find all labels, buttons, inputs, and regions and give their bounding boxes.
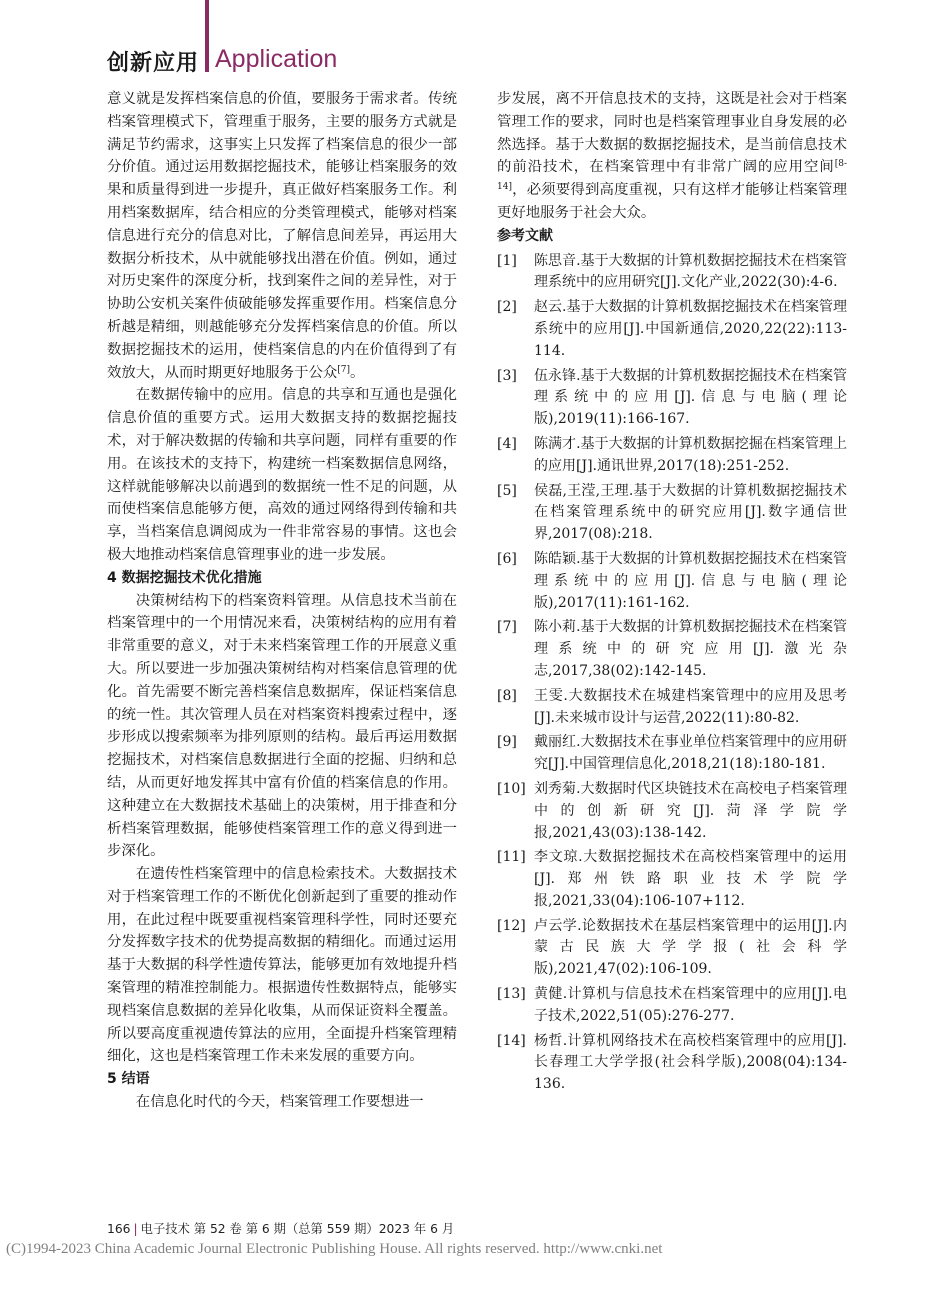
- reference-text: 陈满才.基于大数据的计算机数据挖掘在档案管理上的应用[J].通讯世界,2017(18):251-252.: [534, 435, 847, 474]
- reference-item: [497, 297, 847, 362]
- reference-number: [5]: [497, 482, 517, 499]
- reference-item: [497, 847, 847, 912]
- reference-number: [12]: [497, 917, 526, 934]
- reference-number: [8]: [497, 687, 517, 704]
- body-paragraph: 在遗传性档案管理中的信息检索技术。大数据技术对于档案管理工作的不断优化创新起到了重要的推动作用，在此过程中既要重视档案管理科学性，同时还要充分发挥数字技术的优势提高数据的精细化。而通过运用基于大数据的科学性遗传算法，能够更加有效地提升档案管理的精准控制能力。根据遗传性数据特点，能够实现档案信息数据的差异化收集，从而保证资料全覆盖。所以要高度重视遗传算法的应用，全面提升档案管理精细化，这也是档案管理工作未来发展的重要方向。: [107, 866, 457, 1065]
- reference-number: [2]: [497, 299, 517, 316]
- body-paragraph: 在数据传输中的应用。信息的共享和互通也是强化信息价值的重要方式。运用大数据支持的数据挖掘技术，对于解决数据的传输和共享问题，同样有重要的作用。在该技术的支持下，构建统一档案数据信息网络，这样就能够解决以前遇到的数据统一性不足的问题，从而使档案信息能够方便，高效的通过网络得到传输和共享，当档案信息调阅成为一件非常容易的事情。这也会极大地推动档案信息管理事业的进一步发展。: [107, 387, 457, 563]
- reference-item: [497, 779, 847, 844]
- section-heading-4: 4 数据挖掘技术优化措施: [107, 569, 262, 586]
- body-paragraph: 意义就是发挥档案信息的价值，要服务于需求者。传统档案管理模式下，管理重于服务，主要的服务方式就是满足节约需求，这事实上只发挥了档案信息的很少一部分价值。通过运用数据挖掘技术，能够让档案服务的效果和质量得到进一步提升，真正做好档案服务工作。利用档案数据库，结合相应的分类管理模式，能够对档案信息进行充分的信息对比，了解信息间差异，再运用大数据分析技术，从中就能够找出潜在价值。例如，通过对历史案件的深度分析，找到案件之间的差异性，对于协助公安机关案件侦破能够发挥重要作用。档案信息分析越是精细，则越能够充分发挥档案信息的价值。所以数据挖掘技术的运用，使档案信息的内在价值得到了有效放大，从而时期更好地服务于公众[7]。: [107, 91, 457, 381]
- reference-list: [497, 251, 847, 1096]
- reference-item: [497, 481, 847, 546]
- reference-item: [497, 1031, 847, 1096]
- reference-text: 杨哲.计算机网络技术在高校档案管理中的应用[J].长春理工大学学报(社会科学版),2008(04):134-136.: [534, 1032, 847, 1093]
- citation-superscript[interactable]: [8-14]: [497, 159, 847, 193]
- right-column: [497, 88, 847, 1096]
- reference-number: [3]: [497, 367, 517, 384]
- reference-text: 侯磊,王滢,王理.基于大数据的计算机数据挖掘技术在档案管理系统中的研究应用[J].数字通信世界,2017(08):218.: [534, 482, 847, 543]
- reference-number: [7]: [497, 619, 517, 636]
- reference-item: [497, 686, 847, 730]
- page-number: 166: [107, 1222, 131, 1236]
- body-paragraph: 在信息化时代的今天，档案管理工作要想进一: [135, 1094, 424, 1111]
- reference-text: 黄健.计算机与信息技术在档案管理中的应用[J].电子技术,2022,51(05):276-277.: [534, 986, 847, 1024]
- reference-text: 戴丽红.大数据技术在事业单位档案管理中的应用研究[J].中国管理信息化,2018,21(18):180-181.: [534, 734, 847, 773]
- left-column: [107, 88, 457, 1114]
- body-paragraph: 决策树结构下的档案资料管理。从信息技术当前在档案管理中的一个用情况来看，决策树结构的应用有着非常重要的意义，对于未来档案管理工作的开展意义重大。所以要进一步加强决策树结构对档案信息管理的优化。首先需要不断完善档案信息数据库，保证档案信息的统一性。其次管理人员在对档案资料搜索过程中，逐步形成以搜索频率为排列原则的结构。最后再运用数据挖掘技术，对档案信息数据进行全面的挖掘、归纳和总结，从而更好地发挥其中富有价值的档案信息的作用。这种建立在大数据技术基础上的决策树，用于排查和分析档案管理数据，能够使档案管理工作的意义得到进一步深化。: [107, 592, 457, 860]
- reference-item: [497, 984, 847, 1028]
- reference-item: [497, 549, 847, 614]
- reference-text: 刘秀菊.大数据时代区块链技术在高校电子档案管理中的创新研究[J].菏泽学院学报,2021,43(03):138-142.: [534, 780, 847, 841]
- copyright-notice: (C)1994-2023 China Academic Journal Electronic Publishing House. All rights reserved. http://www.cnki.net: [6, 1241, 663, 1257]
- reference-item: [497, 366, 847, 431]
- reference-item: [497, 251, 847, 295]
- citation-superscript[interactable]: [7]: [337, 364, 351, 375]
- reference-number: [11]: [497, 849, 526, 866]
- reference-number: [9]: [497, 734, 517, 751]
- reference-text: 伍永锋.基于大数据的计算机数据挖掘技术在档案管理系统中的应用[J].信息与电脑(理论版),2019(11):166-167.: [534, 367, 847, 428]
- reference-item: [497, 916, 847, 981]
- reference-number: [6]: [497, 550, 517, 567]
- reference-text: 卢云学.论数据技术在基层档案管理中的运用[J].内蒙古民族大学学报(社会科学版),2021,47(02):106-109.: [534, 917, 847, 978]
- reference-number: [13]: [497, 986, 526, 1003]
- reference-number: [10]: [497, 780, 526, 797]
- reference-text: 王雯.大数据技术在城建档案管理中的应用及思考[J].未来城市设计与运营,2022(11):80-82.: [534, 687, 847, 726]
- reference-item: [497, 434, 847, 478]
- references-heading: 参考文献: [497, 227, 553, 244]
- footer-separator: |: [133, 1222, 138, 1236]
- section-title-cn: 创新应用: [107, 51, 200, 76]
- reference-text: 陈思音.基于大数据的计算机数据挖掘技术在档案管理系统中的应用研究[J].文化产业,2022(30):4-6.: [534, 252, 847, 291]
- header-divider-bar: [205, 0, 209, 72]
- section-title-en: Application: [215, 45, 338, 73]
- reference-text: 李文琼.大数据挖掘技术在高校档案管理中的运用[J].郑州铁路职业技术学院学报,2021,33(04):106-107+112.: [534, 849, 847, 909]
- page-footer: [107, 1219, 454, 1237]
- body-paragraph: 步发展，离不开信息技术的支持，这既是社会对于档案管理工作的要求，同时也是档案管理事业自身发展的必然选择。基于大数据的数据挖掘技术，是当前信息技术的前沿技术，在档案管理中有非常广阔的应用空间[8-14]，必须要得到高度重视，只有这样才能够让档案管理更好地服务于社会大众。: [497, 91, 847, 221]
- section-heading-5: 5 结语: [107, 1071, 150, 1088]
- reference-number: [14]: [497, 1032, 526, 1049]
- journal-info: 电子技术 第 52 卷 第 6 期（总第 559 期）2023 年 6 月: [140, 1222, 455, 1236]
- reference-number: [4]: [497, 435, 517, 452]
- reference-item: [497, 617, 847, 682]
- reference-text: 陈小莉.基于大数据的计算机数据挖掘技术在档案管理系统中的研究应用[J].激光杂志,2017,38(02):142-145.: [534, 619, 847, 679]
- reference-item: [497, 732, 847, 776]
- reference-number: [1]: [497, 252, 517, 269]
- reference-text: 陈皓颖.基于大数据的计算机数据挖掘技术在档案管理系统中的应用[J].信息与电脑(理论版),2017(11):161-162.: [534, 550, 847, 611]
- reference-text: 赵云.基于大数据的计算机数据挖掘技术在档案管理系统中的应用[J].中国新通信,2020,22(22):113-114.: [534, 299, 847, 359]
